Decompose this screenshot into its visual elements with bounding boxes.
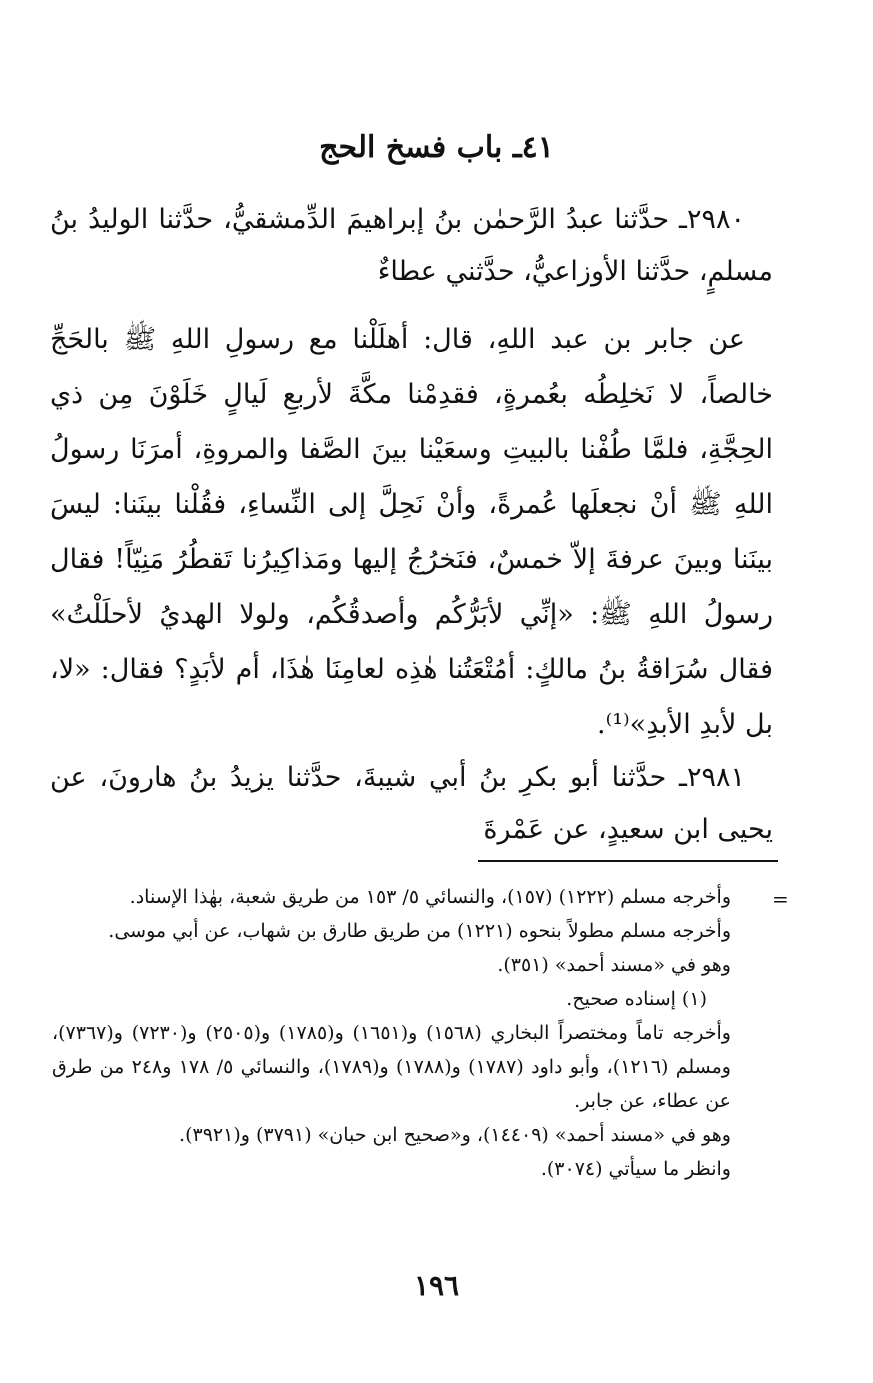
footnote-separator — [478, 860, 778, 862]
page-number: ١٩٦ — [413, 1269, 460, 1302]
footnote-line: وهو في «مسند أحمد» (١٤٤٠٩)، و«صحيح ابن حبان» (٣٧٩١) و(٣٩٢١). — [179, 1124, 731, 1146]
footnote-line: (١) إسناده صحيح. — [566, 988, 707, 1010]
hadith-2980-matn: عن جابر بن عبد اللهِ، قال: أهلَلْنا مع رسولِ اللهِ ﷺ بالحَجِّ خالصاً، لا نَخلِطُه بعُمرةٍ، فقدِمْنا مكَّةَ لأربعِ لَيالٍ خَلَوْنَ مِن ذي الحِجَّةِ، فلمَّا طُفْنا بالبيتِ وسعَيْنا بينَ الصَّفا والمروةِ، أمرَنَا رسولُ اللهِ ﷺ أنْ نجعلَها عُمرةً، وأنْ نَحِلَّ إلى النِّساءِ، فقُلْنا بينَنا: ليسَ بينَنا وبينَ عرفةَ إلاّ خمسٌ، فنَخرُجُ إليها ومَذاكِيرُنا تَقطُرُ مَنِيّاً! فقال رسولُ اللهِ ﷺ: «إنِّي لأبَرُّكُم وأصدقُكُم، ولولا الهديُ لأحلَلْتُ» فقال سُرَاقةُ بنُ مالكٍ: أمُتْعَتُنا هٰذِه لعامِنَا هٰذَا، أم لأبَدٍ؟ فقال: «لا، بل لأبدِ الأبدِ»⁽¹⁾. — [50, 324, 773, 740]
footnote-line: وهو في «مسند أحمد» (٣٥١). — [497, 954, 731, 976]
footnote-line: وأخرجه تاماً ومختصراً البخاري (١٥٦٨) و(١٦٥١) و(١٧٨٥) و(٢٥٠٥) و(٧٢٣٠) و(٧٣٦٧)، ومسلم (١٢١٦)، وأبو داود (١٧٨٧) و(١٧٨٨) و(١٧٨٩)، والنسائي ٥/ ١٧٨ و٢٤٨ من طرق عن عطاء، عن جابر. — [52, 1022, 731, 1112]
footnote-continuation-marker: = — [772, 887, 789, 911]
chapter-title: ٤١ـ باب فسخ الحج — [319, 130, 554, 165]
footnote-line: وأخرجه مسلم (١٢٢٢) (١٥٧)، والنسائي ٥/ ١٥٣ من طريق شعبة، بهٰذا الإسناد. — [129, 886, 731, 908]
hadith-2980-isnad: ٢٩٨٠ـ حدَّثنا عبدُ الرَّحمٰن بنُ إبراهيمَ الدِّمشقيُّ، حدَّثنا الوليدُ بنُ مسلمٍ، حدَّثنا الأوزاعيُّ، حدَّثني عطاءٌ — [50, 204, 773, 287]
footnotes — [52, 880, 731, 1186]
hadith-2981-isnad: ٢٩٨١ـ حدَّثنا أبو بكرِ بنُ أبي شيبةَ، حدَّثنا يزيدُ بنُ هارونَ، عن يحيى ابن سعيدٍ، عن عَمْرةَ — [50, 762, 773, 845]
footnote-line: وانظر ما سيأتي (٣٠٧٤). — [540, 1158, 731, 1180]
footnote-line: وأخرجه مسلم مطولاً بنحوه (١٢٢١) من طريق طارق بن شهاب، عن أبي موسى. — [108, 920, 731, 942]
